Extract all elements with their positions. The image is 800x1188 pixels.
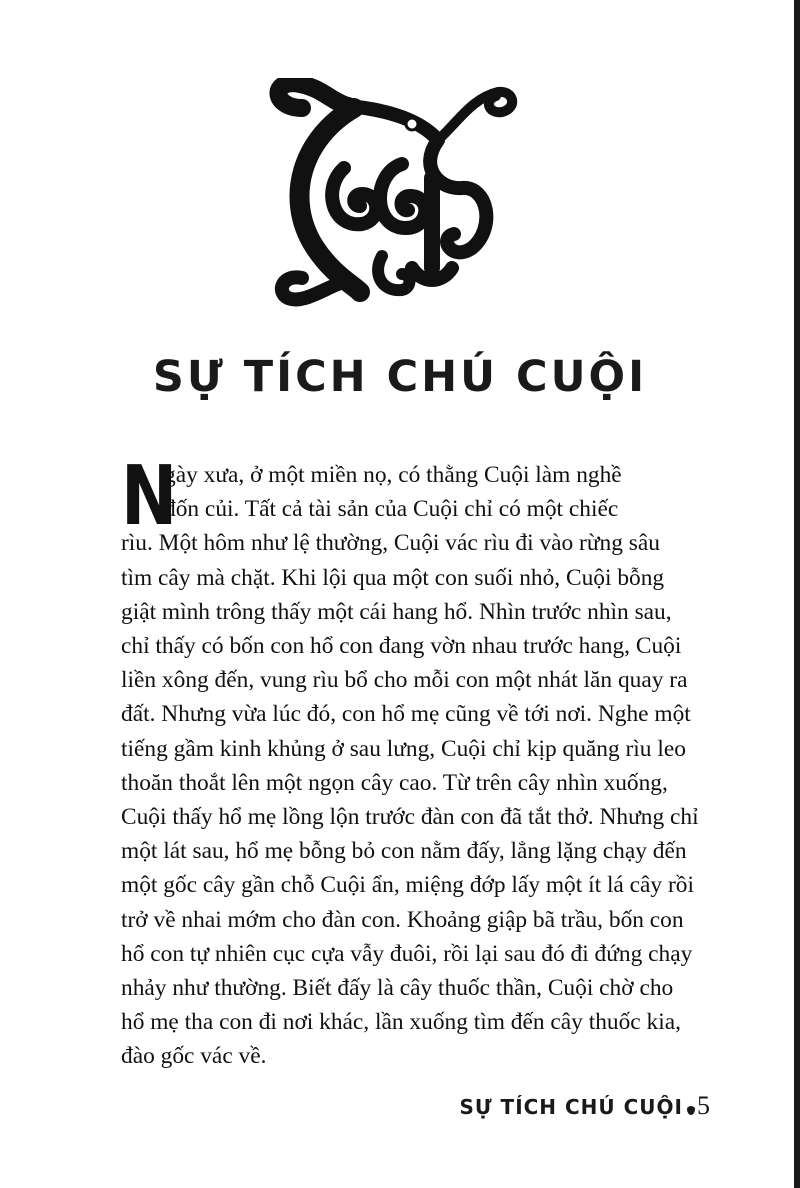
text-line: hổ mẹ tha con đi nơi khác, lần xuống tìm đến cây thuốc kia, xyxy=(121,1009,681,1036)
running-footer xyxy=(459,1091,711,1121)
text-line: trở về nhai mớm cho đàn con. Khoảng giập bã trầu, bốn con xyxy=(121,906,684,933)
page-number: 5 xyxy=(697,1091,711,1120)
page-edge xyxy=(794,0,800,1188)
dragon-ornament-icon xyxy=(262,78,522,310)
footer-title: SỰ TÍCH CHÚ CUỘI xyxy=(459,1095,683,1119)
text-line: tìm cây mà chặt. Khi lội qua một con suối nhỏ, Cuội bỗng xyxy=(121,564,665,591)
text-line: đất. Nhưng vừa lúc đó, con hổ mẹ cũng về tới nơi. Nghe một xyxy=(121,701,691,728)
chapter-title: SỰ TÍCH CHÚ CUỘI xyxy=(152,352,648,402)
drop-bullet-icon xyxy=(687,1106,695,1115)
text-line: chỉ thấy có bốn con hổ con đang vờn nhau trước hang, Cuội xyxy=(121,633,682,660)
text-line: một lát sau, hổ mẹ bỗng bỏ con nằm đấy, lẳng lặng chạy đến xyxy=(121,838,687,865)
text-line: đốn củi. Tất cả tài sản của Cuội chỉ có một chiếc xyxy=(164,496,619,523)
text-line: nhảy như thường. Biết đấy là cây thuốc thần, Cuội chờ cho xyxy=(121,975,674,1002)
text-line: tiếng gầm kinh khủng ở sau lưng, Cuội chỉ kịp quăng rìu leo xyxy=(121,735,686,762)
text-line: đào gốc vác về. xyxy=(121,1043,267,1070)
drop-cap: N xyxy=(121,449,178,544)
text-line: rìu. Một hôm như lệ thường, Cuội vác rìu đi vào rừng sâu xyxy=(121,530,660,557)
text-line: một gốc cây gần chỗ Cuội ẩn, miệng đớp lấy một ít lá cây rồi xyxy=(121,872,694,899)
text-line: thoăn thoắt lên một ngọn cây cao. Từ trên cây nhìn xuống, xyxy=(121,769,668,796)
text-line: giật mình trông thấy một cái hang hổ. Nhìn trước nhìn sau, xyxy=(121,598,672,625)
text-line: hổ con tự nhiên cục cựa vẫy đuôi, rồi lại sau đó đi đứng chạy xyxy=(121,940,693,967)
text-line: liền xông đến, vung rìu bổ cho mỗi con một nhát lăn quay ra xyxy=(121,667,688,694)
text-line: gày xưa, ở một miền nọ, có thằng Cuội làm nghề xyxy=(164,462,622,488)
text-line: Cuội thấy hổ mẹ lồng lộn trước đàn con đã tắt thở. Nhưng chỉ xyxy=(121,804,699,831)
story-text xyxy=(121,449,721,1074)
